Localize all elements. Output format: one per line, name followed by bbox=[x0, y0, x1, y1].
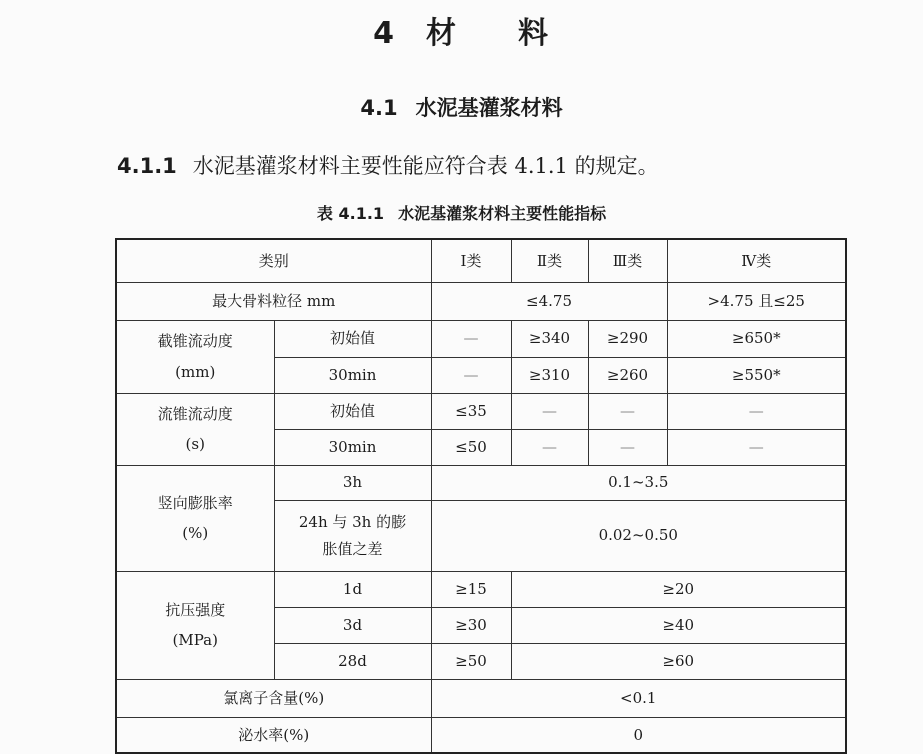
flow-cone-initial-c2: — bbox=[511, 393, 588, 429]
table-caption bbox=[0, 201, 923, 224]
flow-cone-initial: 初始值 bbox=[274, 393, 431, 429]
chapter-word-2: 料 bbox=[517, 16, 550, 51]
table-header-row bbox=[116, 239, 846, 282]
compressive-strength-label-line2: (MPa) bbox=[172, 631, 218, 649]
vertical-expansion-diff-value: 0.02~0.50 bbox=[431, 500, 846, 571]
flow-cone-label-line1: 流锥流动度 bbox=[157, 404, 233, 423]
header-class-1: Ⅰ类 bbox=[431, 239, 511, 282]
vertical-expansion-3h: 3h bbox=[274, 465, 431, 500]
table-row bbox=[116, 393, 846, 429]
strength-1d-c1: ≥15 bbox=[431, 571, 511, 607]
header-class-3: Ⅲ类 bbox=[588, 239, 667, 282]
chloride-value: <0.1 bbox=[431, 679, 846, 717]
chloride-label: 氯离子含量(%) bbox=[116, 679, 431, 717]
flow-cone-30min-c4: — bbox=[667, 429, 846, 465]
cone-slump-label-line1: 截锥流动度 bbox=[157, 332, 233, 351]
header-class-4: Ⅳ类 bbox=[667, 239, 846, 282]
flow-cone-30min-c3: — bbox=[588, 429, 667, 465]
cone-slump-30min-c4: ≥550* bbox=[667, 357, 846, 393]
vertical-expansion-diff bbox=[274, 500, 431, 571]
cone-slump-30min-c2: ≥310 bbox=[511, 357, 588, 393]
cone-slump-initial: 初始值 bbox=[274, 320, 431, 357]
header-class-2: Ⅱ类 bbox=[511, 239, 588, 282]
cone-slump-initial-c4: ≥650* bbox=[667, 320, 846, 357]
cone-slump-30min-c3: ≥260 bbox=[588, 357, 667, 393]
cone-slump-label bbox=[116, 320, 274, 393]
chapter-title bbox=[0, 8, 923, 52]
section-title-text: 水泥基灌浆材料 bbox=[415, 96, 563, 120]
table-row bbox=[116, 282, 846, 320]
bleeding-value: 0 bbox=[431, 717, 846, 753]
table-row bbox=[116, 465, 846, 500]
max-aggregate-c4: >4.75 且≤25 bbox=[667, 282, 846, 320]
flow-cone-label-line2: (s) bbox=[185, 435, 205, 453]
strength-3d-c234: ≥40 bbox=[511, 607, 846, 643]
flow-cone-30min: 30min bbox=[274, 429, 431, 465]
flow-cone-initial-c4: — bbox=[667, 393, 846, 429]
vertical-expansion-label-line1: 竖向膨胀率 bbox=[157, 493, 233, 512]
vertical-expansion-label bbox=[116, 465, 274, 571]
performance-table bbox=[115, 238, 847, 754]
header-category: 类别 bbox=[116, 239, 431, 282]
chapter-word-1: 材 bbox=[425, 16, 458, 51]
flow-cone-label bbox=[116, 393, 274, 465]
max-aggregate-label: 最大骨料粒径 mm bbox=[116, 282, 431, 320]
strength-28d-c234: ≥60 bbox=[511, 643, 846, 679]
cone-slump-initial-c1: — bbox=[431, 320, 511, 357]
section-number: 4.1 bbox=[360, 96, 398, 120]
table-row bbox=[116, 717, 846, 753]
vertical-expansion-3h-value: 0.1~3.5 bbox=[431, 465, 846, 500]
cone-slump-initial-c3: ≥290 bbox=[588, 320, 667, 357]
clause-text: 水泥基灌浆材料主要性能应符合表 4.1.1 的规定。 bbox=[192, 154, 659, 178]
flow-cone-30min-c2: — bbox=[511, 429, 588, 465]
table-row bbox=[116, 571, 846, 607]
section-title bbox=[0, 92, 923, 122]
strength-28d: 28d bbox=[274, 643, 431, 679]
flow-cone-initial-c1: ≤35 bbox=[431, 393, 511, 429]
bleeding-label: 泌水率(%) bbox=[116, 717, 431, 753]
chapter-number: 4 bbox=[373, 16, 396, 51]
strength-1d: 1d bbox=[274, 571, 431, 607]
strength-28d-c1: ≥50 bbox=[431, 643, 511, 679]
vertical-expansion-diff-line1: 24h 与 3h 的膨 bbox=[298, 513, 407, 532]
table-row bbox=[116, 320, 846, 357]
vertical-expansion-label-line2: (%) bbox=[182, 524, 209, 542]
compressive-strength-label-line1: 抗压强度 bbox=[165, 600, 226, 619]
cone-slump-30min: 30min bbox=[274, 357, 431, 393]
clause-4-1-1 bbox=[117, 150, 659, 180]
cone-slump-30min-c1: — bbox=[431, 357, 511, 393]
flow-cone-30min-c1: ≤50 bbox=[431, 429, 511, 465]
strength-3d: 3d bbox=[274, 607, 431, 643]
max-aggregate-c123: ≤4.75 bbox=[431, 282, 667, 320]
clause-number: 4.1.1 bbox=[117, 154, 177, 178]
table-row bbox=[116, 679, 846, 717]
cone-slump-label-line2: (mm) bbox=[175, 362, 216, 381]
strength-3d-c1: ≥30 bbox=[431, 607, 511, 643]
table-number: 表 4.1.1 bbox=[316, 204, 385, 223]
table-title: 水泥基灌浆材料主要性能指标 bbox=[398, 204, 607, 223]
cone-slump-initial-c2: ≥340 bbox=[511, 320, 588, 357]
flow-cone-initial-c3: — bbox=[588, 393, 667, 429]
compressive-strength-label bbox=[116, 571, 274, 679]
strength-1d-c234: ≥20 bbox=[511, 571, 846, 607]
vertical-expansion-diff-line2: 胀值之差 bbox=[322, 539, 383, 558]
